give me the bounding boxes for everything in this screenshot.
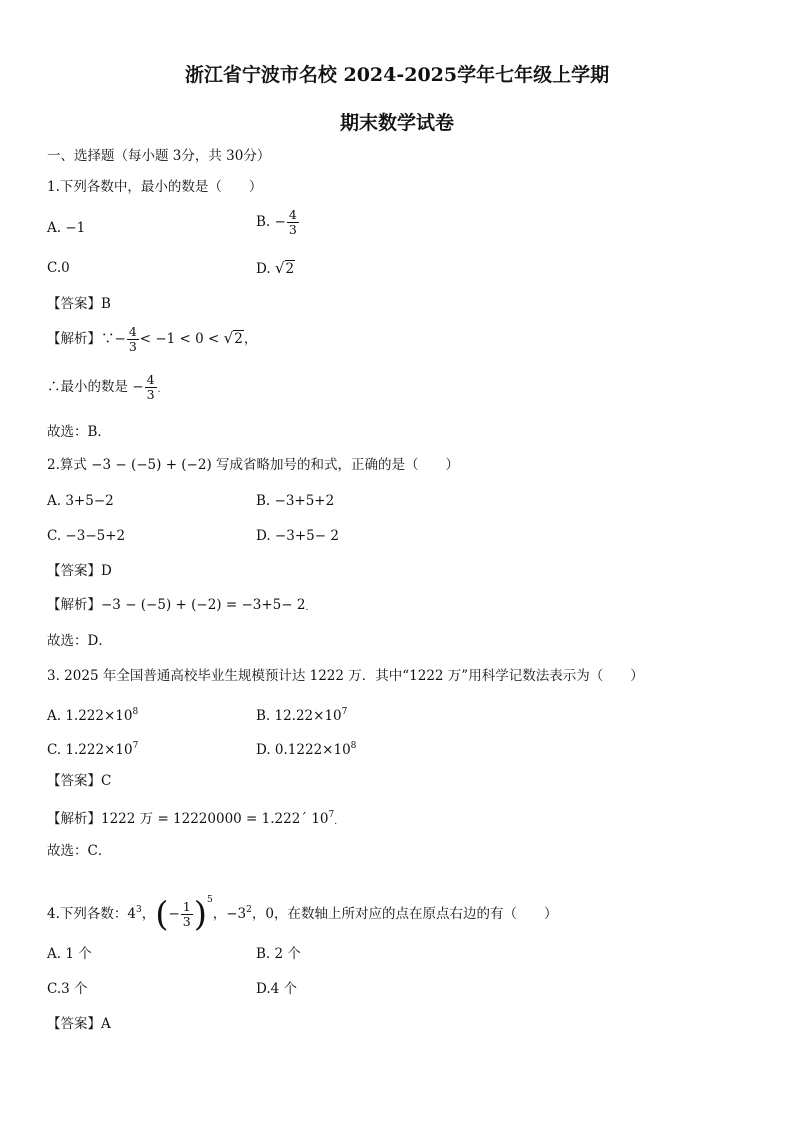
q1-analysis (47, 325, 257, 354)
q1-therefore (47, 373, 160, 402)
q3-option-c-exponent: 7 (132, 741, 139, 751)
q4-paren-fraction (181, 900, 193, 929)
q1-stem: 1.下列各数中，最小的数是（ ） (47, 179, 263, 195)
q1-option-b (256, 208, 300, 237)
q4-paren-sign: − (168, 906, 180, 922)
q2-choose: 故选：D． (47, 633, 112, 649)
q1-options-row2 (47, 258, 295, 278)
q4-stem-exponent-2: 2 (246, 905, 252, 915)
sqrt-symbol: √2 (223, 329, 243, 347)
q4-options-row1 (47, 944, 301, 964)
q2-answer: 【答案】D (47, 563, 112, 579)
q3-analysis-exponent: 7 (328, 810, 335, 820)
q4-stem (47, 880, 557, 934)
q1-analysis-prefix: 【解析】∵− (47, 331, 126, 347)
section-heading: 一、选择题（每小题 3分，共 30分） (47, 148, 271, 164)
q4-paren-close: ) (193, 894, 208, 935)
q3-option-c-base: C. 1.222×10 (47, 742, 133, 758)
q1-therefore-prefix: ∴最小的数是 − (47, 379, 144, 395)
q3-option-a-base: A. 1.222×10 (47, 708, 133, 724)
q3-option-b (256, 702, 347, 726)
q4-paren-open: ( (155, 894, 169, 935)
q4-answer: 【答案】A (47, 1016, 111, 1032)
q2-stem: 2.算式 −3 − (−5) + (−2) 写成省略加号的和式，正确的是（ ） (47, 457, 460, 473)
sqrt-symbol: √2 (274, 259, 295, 277)
q3-answer: 【答案】C (47, 773, 112, 789)
q3-option-b-exponent: 7 (341, 707, 348, 717)
q1-therefore-fraction (145, 373, 157, 402)
q4-option-b: B. 2 个 (256, 946, 301, 962)
q3-option-d-base: D. 0.1222×10 (256, 742, 351, 758)
q4-option-d: D.4 个 (256, 981, 298, 997)
q3-option-a (47, 708, 138, 724)
q1-option-a: A. −1 (47, 220, 86, 236)
q3-option-d-exponent: 8 (350, 741, 357, 751)
q3-option-b-base: B. 12.22×10 (256, 708, 342, 724)
q2-options-row1 (47, 491, 335, 511)
q1-analysis-fraction (127, 325, 139, 354)
q1-option-c: C.0 (47, 260, 70, 276)
q4-paren-denominator: 3 (182, 914, 191, 929)
q4-option-c: C.3 个 (47, 981, 88, 997)
q4-stem-separator-2: ，−3 (212, 906, 247, 922)
q1-option-b-denominator: 3 (288, 222, 297, 237)
q4-paren-exponent: 5 (207, 895, 213, 905)
q2-analysis (47, 595, 308, 618)
q1-options-row1 (47, 207, 297, 238)
q3-option-c (47, 742, 138, 758)
q1-option-d-radicand: 2 (285, 261, 295, 277)
q2-option-b: B. −3+5+2 (256, 493, 335, 509)
q3-option-a-exponent: 8 (132, 707, 139, 717)
q4-stem-prefix: 4.下列各数：4 (47, 906, 136, 922)
q4-stem-exponent-1: 3 (135, 905, 142, 915)
q1-option-b-prefix: B. − (256, 214, 286, 230)
q1-analysis-radicand: 2 (234, 331, 243, 347)
q1-therefore-tail: . (157, 385, 161, 395)
q3-analysis (47, 805, 337, 832)
q4-stem-tail: ，0，在数轴上所对应的点在原点右边的有（ ） (251, 906, 558, 922)
q4-paren-numerator: 1 (182, 899, 191, 914)
q3-option-d (256, 736, 356, 760)
q1-option-b-numerator: 4 (288, 207, 297, 222)
q1-option-b-fraction (287, 208, 299, 237)
q1-choose: 故选：B． (47, 424, 111, 440)
q1-therefore-numerator: 4 (146, 372, 155, 387)
q1-analysis-tail: ， (243, 331, 258, 347)
q2-options-row2 (47, 526, 339, 546)
q4-stem-separator-1: ， (141, 906, 156, 922)
q3-analysis-tail: . (334, 817, 338, 827)
q1-answer: 【答案】B (47, 296, 111, 312)
document-title-line2: 期末数学试卷 (339, 112, 454, 134)
q2-option-d: D. −3+5− 2 (256, 528, 339, 544)
q3-stem: 3. 2025 年全国普通高校毕业生规模预计达 1222 万．其中“1222 万”用科学记数法表示为（ ） (47, 668, 644, 684)
q2-analysis-text: 【解析】−3 − (−5) + (−2) = −3+5− 2 (47, 597, 306, 613)
q1-option-d-prefix: D. (256, 261, 275, 277)
q1-analysis-inequality: < −1 < 0 < (139, 331, 220, 347)
q2-option-a: A. 3+5−2 (47, 493, 114, 509)
document-title-line1: 浙江省宁波市名校 2024-2025学年七年级上学期 (184, 64, 610, 86)
q2-option-c: C. −3−5+2 (47, 528, 126, 544)
q1-analysis-denominator: 3 (128, 339, 137, 354)
q4-option-a: A. 1 个 (47, 946, 92, 962)
q1-analysis-numerator: 4 (128, 324, 137, 339)
q1-option-d (256, 258, 295, 279)
q2-analysis-tail: . (305, 603, 309, 613)
q4-options-row2 (47, 979, 298, 999)
q3-analysis-text: 【解析】1222 万 = 12220000 = 1.222´ 10 (47, 811, 329, 827)
q3-choose: 故选：C． (47, 843, 112, 859)
q1-therefore-denominator: 3 (146, 387, 155, 402)
